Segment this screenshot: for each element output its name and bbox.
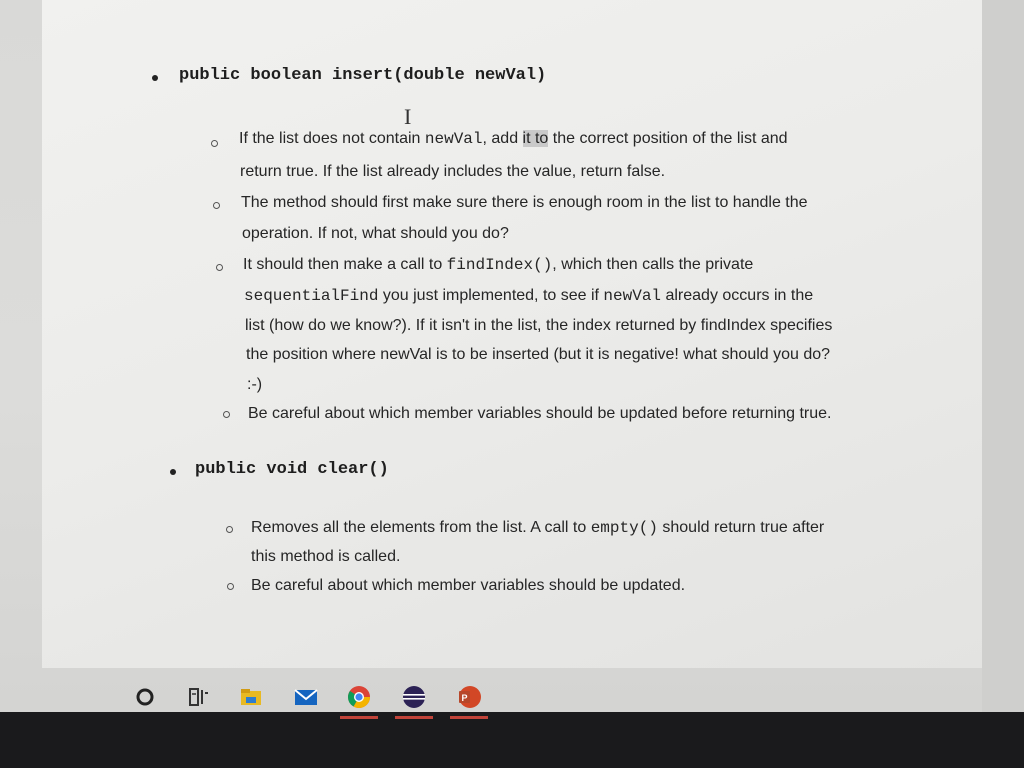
text-line: [241, 194, 808, 212]
text-cursor-icon: I: [404, 104, 412, 129]
file-explorer-icon[interactable]: [238, 684, 264, 710]
method-signature-clear: public void clear(): [195, 460, 389, 479]
mail-icon[interactable]: [293, 684, 319, 710]
text-line: [248, 405, 831, 423]
text-span: operation. If not, what should you do?: [242, 225, 509, 242]
text-line: [244, 287, 813, 305]
cortana-icon[interactable]: [132, 684, 158, 710]
text-line: [245, 317, 832, 335]
text-span: you just implemented, to see if: [378, 287, 604, 304]
text-line: [239, 130, 788, 148]
taskbar: [100, 672, 980, 722]
text-span: If the list does not contain: [239, 130, 425, 147]
text-line: [251, 548, 400, 566]
task-view-icon[interactable]: [186, 684, 212, 710]
text-span: list (how do we know?). If it isn't in the list, the index returned by findIndex specifies: [245, 317, 833, 334]
active-app-indicator: [340, 716, 378, 719]
text-span: the position where newVal is to be inserted (but it is negative! what should you do?: [246, 346, 831, 363]
sub-bullet: [223, 411, 230, 418]
text-line: [247, 376, 262, 394]
text-span: The method should first make sure there is enough room in the list to handle the: [241, 194, 808, 211]
bullet: [170, 469, 176, 475]
right-panel: [982, 0, 1024, 712]
text-span: Removes all the elements from the list. A call to: [251, 519, 591, 536]
active-app-indicator: [450, 716, 488, 719]
text-span: return true. If the list already includes the value, return false.: [240, 163, 666, 180]
sub-bullet: [226, 526, 233, 533]
code-newval: newVal: [424, 130, 483, 148]
text-span: this method is called.: [251, 548, 401, 565]
eclipse-icon[interactable]: [401, 684, 427, 710]
text-span: , add: [482, 130, 523, 147]
sub-bullet: [211, 140, 218, 147]
text-line: [251, 519, 824, 537]
sub-bullet: [227, 583, 234, 590]
powerpoint-icon[interactable]: [456, 684, 482, 710]
text-span: , which then calls the private: [552, 256, 754, 273]
text-line: [242, 225, 509, 243]
text-span: It should then make a call to: [243, 256, 447, 273]
text-span: the correct position of the list and: [548, 130, 788, 147]
text-line: [251, 577, 685, 595]
chrome-icon[interactable]: [346, 684, 372, 710]
selected-text[interactable]: it to: [522, 130, 549, 147]
bullet: [152, 75, 158, 81]
text-span: :-): [247, 376, 263, 393]
text-span: should return true after: [657, 519, 825, 536]
text-span: Be careful about which member variables should be updated.: [251, 577, 686, 594]
sub-bullet: [216, 264, 223, 271]
code-findindex: findIndex(): [446, 256, 553, 274]
code-sequentialfind: sequentialFind: [244, 287, 379, 305]
text-span: Be careful about which member variables should be updated before returning true.: [248, 405, 832, 422]
code-newval: newVal: [603, 287, 662, 305]
method-signature-insert: public boolean insert(double newVal): [179, 66, 547, 85]
text-line: [240, 163, 665, 181]
code-empty: empty(): [590, 519, 658, 537]
sub-bullet: [213, 202, 220, 209]
active-app-indicator: [395, 716, 433, 719]
text-line: [243, 256, 753, 274]
text-span: already occurs in the: [661, 287, 814, 304]
text-line: [246, 346, 830, 364]
svg-text:P: P: [461, 693, 468, 703]
